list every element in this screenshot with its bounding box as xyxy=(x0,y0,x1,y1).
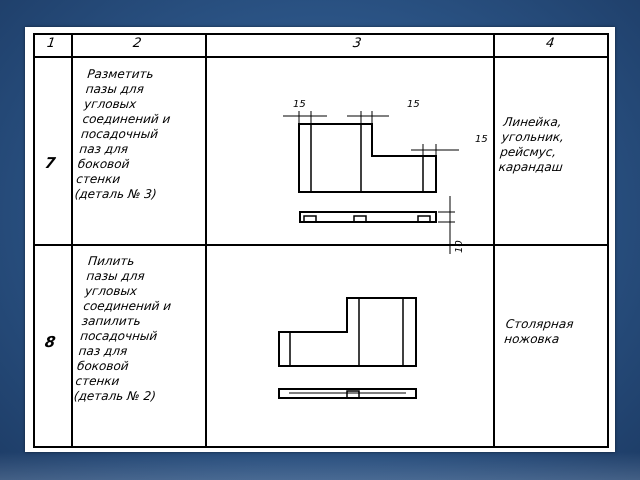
row-7-side-view xyxy=(300,212,436,222)
row-7-operation-text: Разметить пазы для угловых соединений и посадочный паз для боковой стенки (деталь № 3) xyxy=(74,67,172,201)
dim-15-right: 15 xyxy=(407,99,420,110)
header-col-3: 3 xyxy=(351,36,363,51)
row-7-tools-text: Линейка, угольник, рейсмус, карандаш xyxy=(497,115,565,174)
row-7-top-view-outline xyxy=(299,124,436,192)
table-border-bottom xyxy=(33,446,609,448)
slide-bottom-stripe xyxy=(0,452,640,480)
column-divider-3 xyxy=(493,33,495,448)
table-border-top xyxy=(33,33,609,35)
document-sheet xyxy=(25,27,615,452)
header-col-2: 2 xyxy=(131,36,143,51)
row-8-tools-text: Столярная ножовка xyxy=(503,317,575,346)
table-border-right xyxy=(607,33,609,448)
row-7-marking-sketch xyxy=(207,58,493,253)
column-divider-1 xyxy=(71,33,73,448)
row-7-number: 7 xyxy=(43,154,57,172)
dim-10-vertical: 10 xyxy=(454,240,465,253)
row-8-top-view-outline xyxy=(279,298,416,366)
row-8-number: 8 xyxy=(43,333,57,351)
header-col-1: 1 xyxy=(45,36,57,51)
header-col-4: 4 xyxy=(544,36,556,51)
dim-15-left: 15 xyxy=(293,99,306,110)
row-8-operation-text: Пилить пазы для угловых соединений и запилить посадочный паз для боковой стенки (деталь № 2) xyxy=(73,254,172,403)
row-8-sawing-sketch xyxy=(207,246,493,446)
table-border-left xyxy=(33,33,35,448)
dim-15-far-right: 15 xyxy=(475,134,488,145)
operations-table xyxy=(33,33,609,448)
